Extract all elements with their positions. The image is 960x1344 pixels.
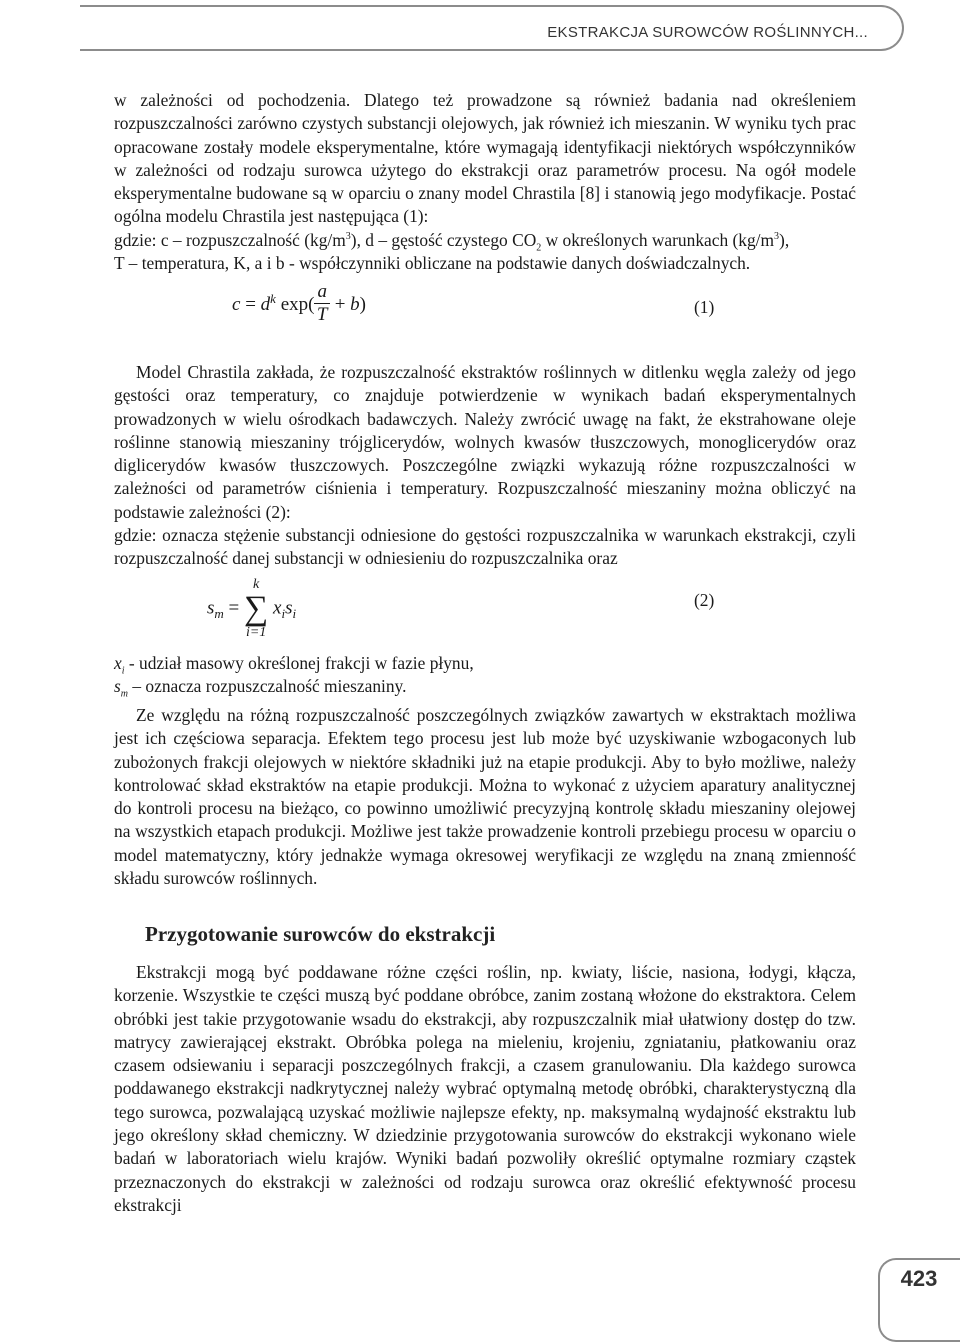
where-line-2: T – temperatura, K, a i b - współczynniki obliczane na podstawie danych doświadczalnych. <box>114 253 751 274</box>
paragraph-chrastila-model <box>114 361 856 571</box>
section-heading: Przygotowanie surowców do ekstrakcji <box>145 922 496 946</box>
paragraph-chrastila-intro <box>114 89 856 275</box>
equation-1-number: (1) <box>694 297 715 317</box>
paragraph-preparation <box>114 961 856 1217</box>
fraction-a-over-t: $\frac{a}{T}$ <box>314 281 330 326</box>
summation-sign: k ∑ i=1 <box>244 577 269 640</box>
where-line-1: gdzie: c – rozpuszczalność $(kg/m^3)$, d – gęstość czystego $CO_2$ w określonych warunkach $(kg/m^3)$, <box>114 229 790 254</box>
page-number: 423 <box>900 1266 938 1291</box>
equation-2: $s_m$ = k ∑ i=1 $x_is_i$ <box>207 577 297 640</box>
paragraph-text: w zależności od pochodzenia. Dlatego też prowadzone są również badania nad określeniem rozpuszczalności zarówno czystych substancji olejowych, jak również ich mieszanin. W wyniku tych prac opracowane zostały modele eksperymentalne, które wymagają identyfikacji niektórych współczynników w zależności od rodzaju surowca użytego do ekstrakcji oraz parametrów procesu. Na ogół modele eksperymentalne budowane są w oparciu o znany model Chrastila [8] i stanowią jego modyfikacje. Postać ogólna modelu Chrastila jest następująca (1): <box>114 90 856 227</box>
variable-definitions <box>114 652 856 699</box>
paragraph-text: Ze względu na różną rozpuszczalność poszczególnych związków zawartych w ekstraktach możliwa jest ich częściowa separacja. Efektem tego procesu jest lub może być uzyskiwanie wzbogaconych lub zubożonych frakcji olejowych w niektóre składniki już na etapie produkcji. Aby to było możliwe, należy kontrolować skład ekstraktów na etapie produkcji. Można to wykonać z użyciem aparatury analitycznej do kontroli procesu na bieżąco, co powinno umożliwić precyzyjną kontrolę składu mieszaniny olejowej na wszystkich etapach produkcji. Możliwe jest także prowadzenie kontroli przebiegu procesu w oparciu o model matematyczny, który jednakże wymaga okresowej weryfikacji ze względu na znaną zmienność składu surowców roślinnych. <box>114 705 856 889</box>
paragraph-separation <box>114 704 856 890</box>
definition-s: $s_m$ – oznacza rozpuszczalność mieszaniny. <box>114 676 407 700</box>
running-header-title: EKSTRAKCJA SUROWCÓW ROŚLINNYCH... <box>547 24 868 41</box>
where-line: gdzie: oznacza stężenie substancji odniesione do gęstości rozpuszczalnika w warunkach ekstrakcji, czyli rozpuszczalność danej substancji w odniesieniu do rozpuszczalnika oraz <box>114 525 856 569</box>
equation-2-number: (2) <box>694 590 715 610</box>
definition-x: $x_i$ - udział masowy określonej frakcji w fazie płynu, <box>114 653 474 677</box>
paragraph-text: Model Chrastila zakłada, że rozpuszczalność ekstraktów roślinnych w ditlenku węgla zależy od jego gęstości oraz temperatury, co znajduje potwierdzenie w wynikach badań eksperymentalnych prowadzonych w wielu ośrodkach badawczych. Należy zwrócić uwagę na fakt, że ekstrahowane oleje roślinne stanowią mieszaniny trójglicerydów, wolnych kwasów tłuszczowych, monoglicerydów oraz diglicerydów kwasów tłuszczowych. Poszczególne związki wykazują różne rozpuszczalności w zależności od parametrów ciśnienia i temperatury. Rozpuszczalność mieszaniny można obliczyć na podstawie zależności (2): <box>114 362 856 522</box>
paragraph-text: Ekstrakcji mogą być poddawane różne części roślin, np. kwiaty, liście, nasiona, łodygi, kłącza, korzenie. Wszystkie te części muszą być poddane obróbce, zanim zostaną włożone do ekstraktora. Celem obróbki jest takie przygotowanie wsadu do ekstrakcji, aby rozpuszczalnik miał ułatwiony dostęp do tzw. matrycy zawierającej ekstrakt. Obróbka polega na mieleniu, krojeniu, zgniataniu, płatkowaniu oraz czasem odsiewaniu i separacji poszczególnych frakcji, a czasem granulowaniu. Dla każdego surowca poddawanego ekstrakcji nadkrytycznej należy wybrać optymalną metodę obróbki, charakterystyczną dla tego surowca, pozwalającą uzyskać możliwie najlepsze efekty, np. maksymalną wydajność ekstraktu lub jego określony skład chemiczny. W dziedzinie przygotowania surowców do ekstrakcji wykonano wiele badań w laboratoriach wielu krajów. Wyniki badań pozwoliły określić optymalne rozmiary cząstek przeznaczonych do ekstrakcji w zależności od rodzaju surowca oraz określić efektywność procesu ekstrakcji <box>114 962 856 1215</box>
equation-1: $c = d^k$ exp( $\frac{a}{T}$ + b) <box>232 281 366 325</box>
